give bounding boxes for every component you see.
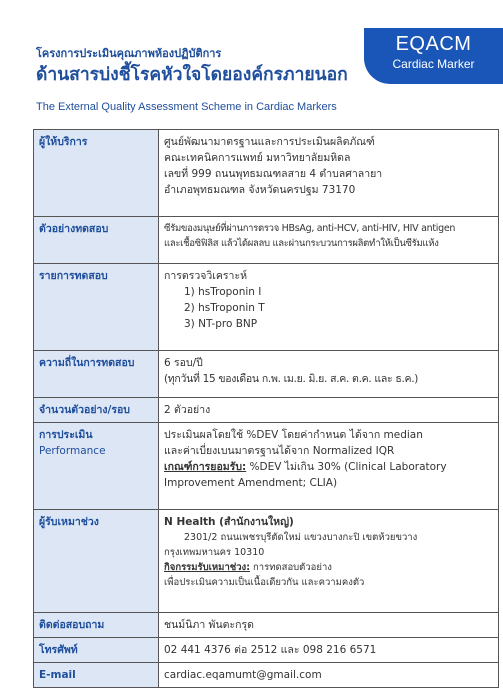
activity-text: การทดสอบตัวอย่าง (250, 562, 332, 573)
tests-value (159, 264, 499, 351)
performance-line: และค่าเบี่ยงเบนมาตรฐานได้จาก Normalized IQR (164, 445, 395, 457)
coordinator-activity (164, 560, 493, 575)
phone-label: โทรศัพท์ (34, 638, 159, 663)
performance-line: Improvement Amendment; CLIA) (164, 477, 338, 489)
frequency-label: ความถี่ในการทดสอบ (34, 351, 159, 398)
email-link[interactable]: cardiac.eqamumt@gmail.com (159, 663, 499, 688)
performance-line: ประเมินผลโดยใช้ %DEV โดยค่ากำหนด ได้จาก median (164, 429, 423, 441)
contact-label: ติดต่อสอบถาม (34, 613, 159, 638)
row-phone (34, 638, 499, 663)
row-email (34, 663, 499, 688)
frequency-line: (ทุกวันที่ 15 ของเดือน ก.พ. เม.ย. มิ.ย. ส.ค. ต.ค. และ ธ.ค.) (164, 373, 419, 385)
test-item: 2) hsTroponin T (184, 302, 265, 314)
provider-line: เลขที่ 999 ถนนพุทธมณฑลสาย 4 ตำบลศาลายา (164, 168, 383, 180)
sample-line: ซีรัมของมนุษย์ที่ผ่านการตรวจ HBsAg, anti-HCV, anti-HIV, HIV antigen (164, 223, 456, 234)
row-frequency (34, 351, 499, 398)
project-supertitle: โครงการประเมินคุณภาพห้องปฏิบัติการ (36, 47, 222, 60)
samples-per-round-label: จำนวนตัวอย่าง/รอบ (34, 398, 159, 423)
criteria-text: %DEV ไม่เกิน 30% (Clinical Laboratory (246, 461, 447, 473)
provider-line: ศูนย์พัฒนามาตรฐานและการประเมินผลิตภัณฑ์ (164, 136, 375, 148)
acceptance-criteria (164, 459, 493, 475)
provider-line: อำเภอพุทธมณฑล จังหวัดนครปฐม 73170 (164, 184, 356, 196)
row-coordinator (34, 510, 499, 613)
row-sample (34, 217, 499, 264)
samples-per-round-value: 2 ตัวอย่าง (159, 398, 499, 423)
eqacm-logo (364, 28, 503, 84)
row-performance (34, 423, 499, 510)
row-tests (34, 264, 499, 351)
coordinator-name: N Health (สำนักงานใหญ่) (164, 516, 294, 528)
coordinator-address: กรุงเทพมหานคร 10310 (164, 547, 265, 558)
frequency-line: 6 รอบ/ปี (164, 357, 203, 369)
coordinator-value (159, 510, 499, 613)
sample-value (159, 217, 499, 264)
email-label: E-mail (34, 663, 159, 688)
row-provider (34, 130, 499, 217)
provider-value (159, 130, 499, 217)
document-subtitle: The External Quality Assessment Scheme in Cardiac Markers (36, 101, 337, 113)
test-item: 1) hsTroponin I (184, 286, 262, 298)
coordinator-label: ผู้รับเหมาช่วง (34, 510, 159, 613)
provider-line: คณะเทคนิคการแพทย์ มหาวิทยาลัยมหิดล (164, 152, 351, 164)
performance-label-line: Performance (39, 445, 106, 457)
provider-label: ผู้ให้บริการ (34, 130, 159, 217)
scheme-info-table (33, 129, 499, 688)
tests-intro: การตรวจวิเคราะห์ (164, 270, 248, 282)
activity-label: กิจกรรมรับเหมาช่วง: (164, 562, 250, 573)
logo-title: EQACM (395, 33, 472, 55)
performance-value (159, 423, 499, 510)
row-samples-per-round (34, 398, 499, 423)
sample-label: ตัวอย่างทดสอบ (34, 217, 159, 264)
contact-value: ชนม์นิภา พันตะกรุด (159, 613, 499, 638)
document-title: ด้านสารบ่งชี้โรคหัวใจโดยองค์กรภายนอก (36, 65, 348, 85)
row-contact (34, 613, 499, 638)
performance-label-line: การประเมิน (39, 429, 93, 441)
coordinator-address: 2301/2 ถนนเพชรบุรีตัดใหม่ แขวงบางกะปิ เขตห้วยขวาง (184, 532, 418, 543)
sample-line: และเชื้อซิฟิลิส แล้วได้ผลลบ และผ่านกระบวนการผลิตทำให้เป็นซีรัมแห้ง (164, 238, 439, 249)
phone-value: 02 441 4376 ต่อ 2512 และ 098 216 6571 (159, 638, 499, 663)
document-header (36, 46, 366, 114)
logo-subtitle: Cardiac Marker (392, 57, 475, 71)
performance-label (34, 423, 159, 510)
test-item: 3) NT-pro BNP (184, 318, 258, 330)
criteria-label: เกณฑ์การยอมรับ: (164, 461, 247, 473)
coordinator-activity-line: เพื่อประเมินความเป็นเนื้อเดียวกัน และความคงตัว (164, 577, 365, 588)
frequency-value (159, 351, 499, 398)
tests-label: รายการทดสอบ (34, 264, 159, 351)
